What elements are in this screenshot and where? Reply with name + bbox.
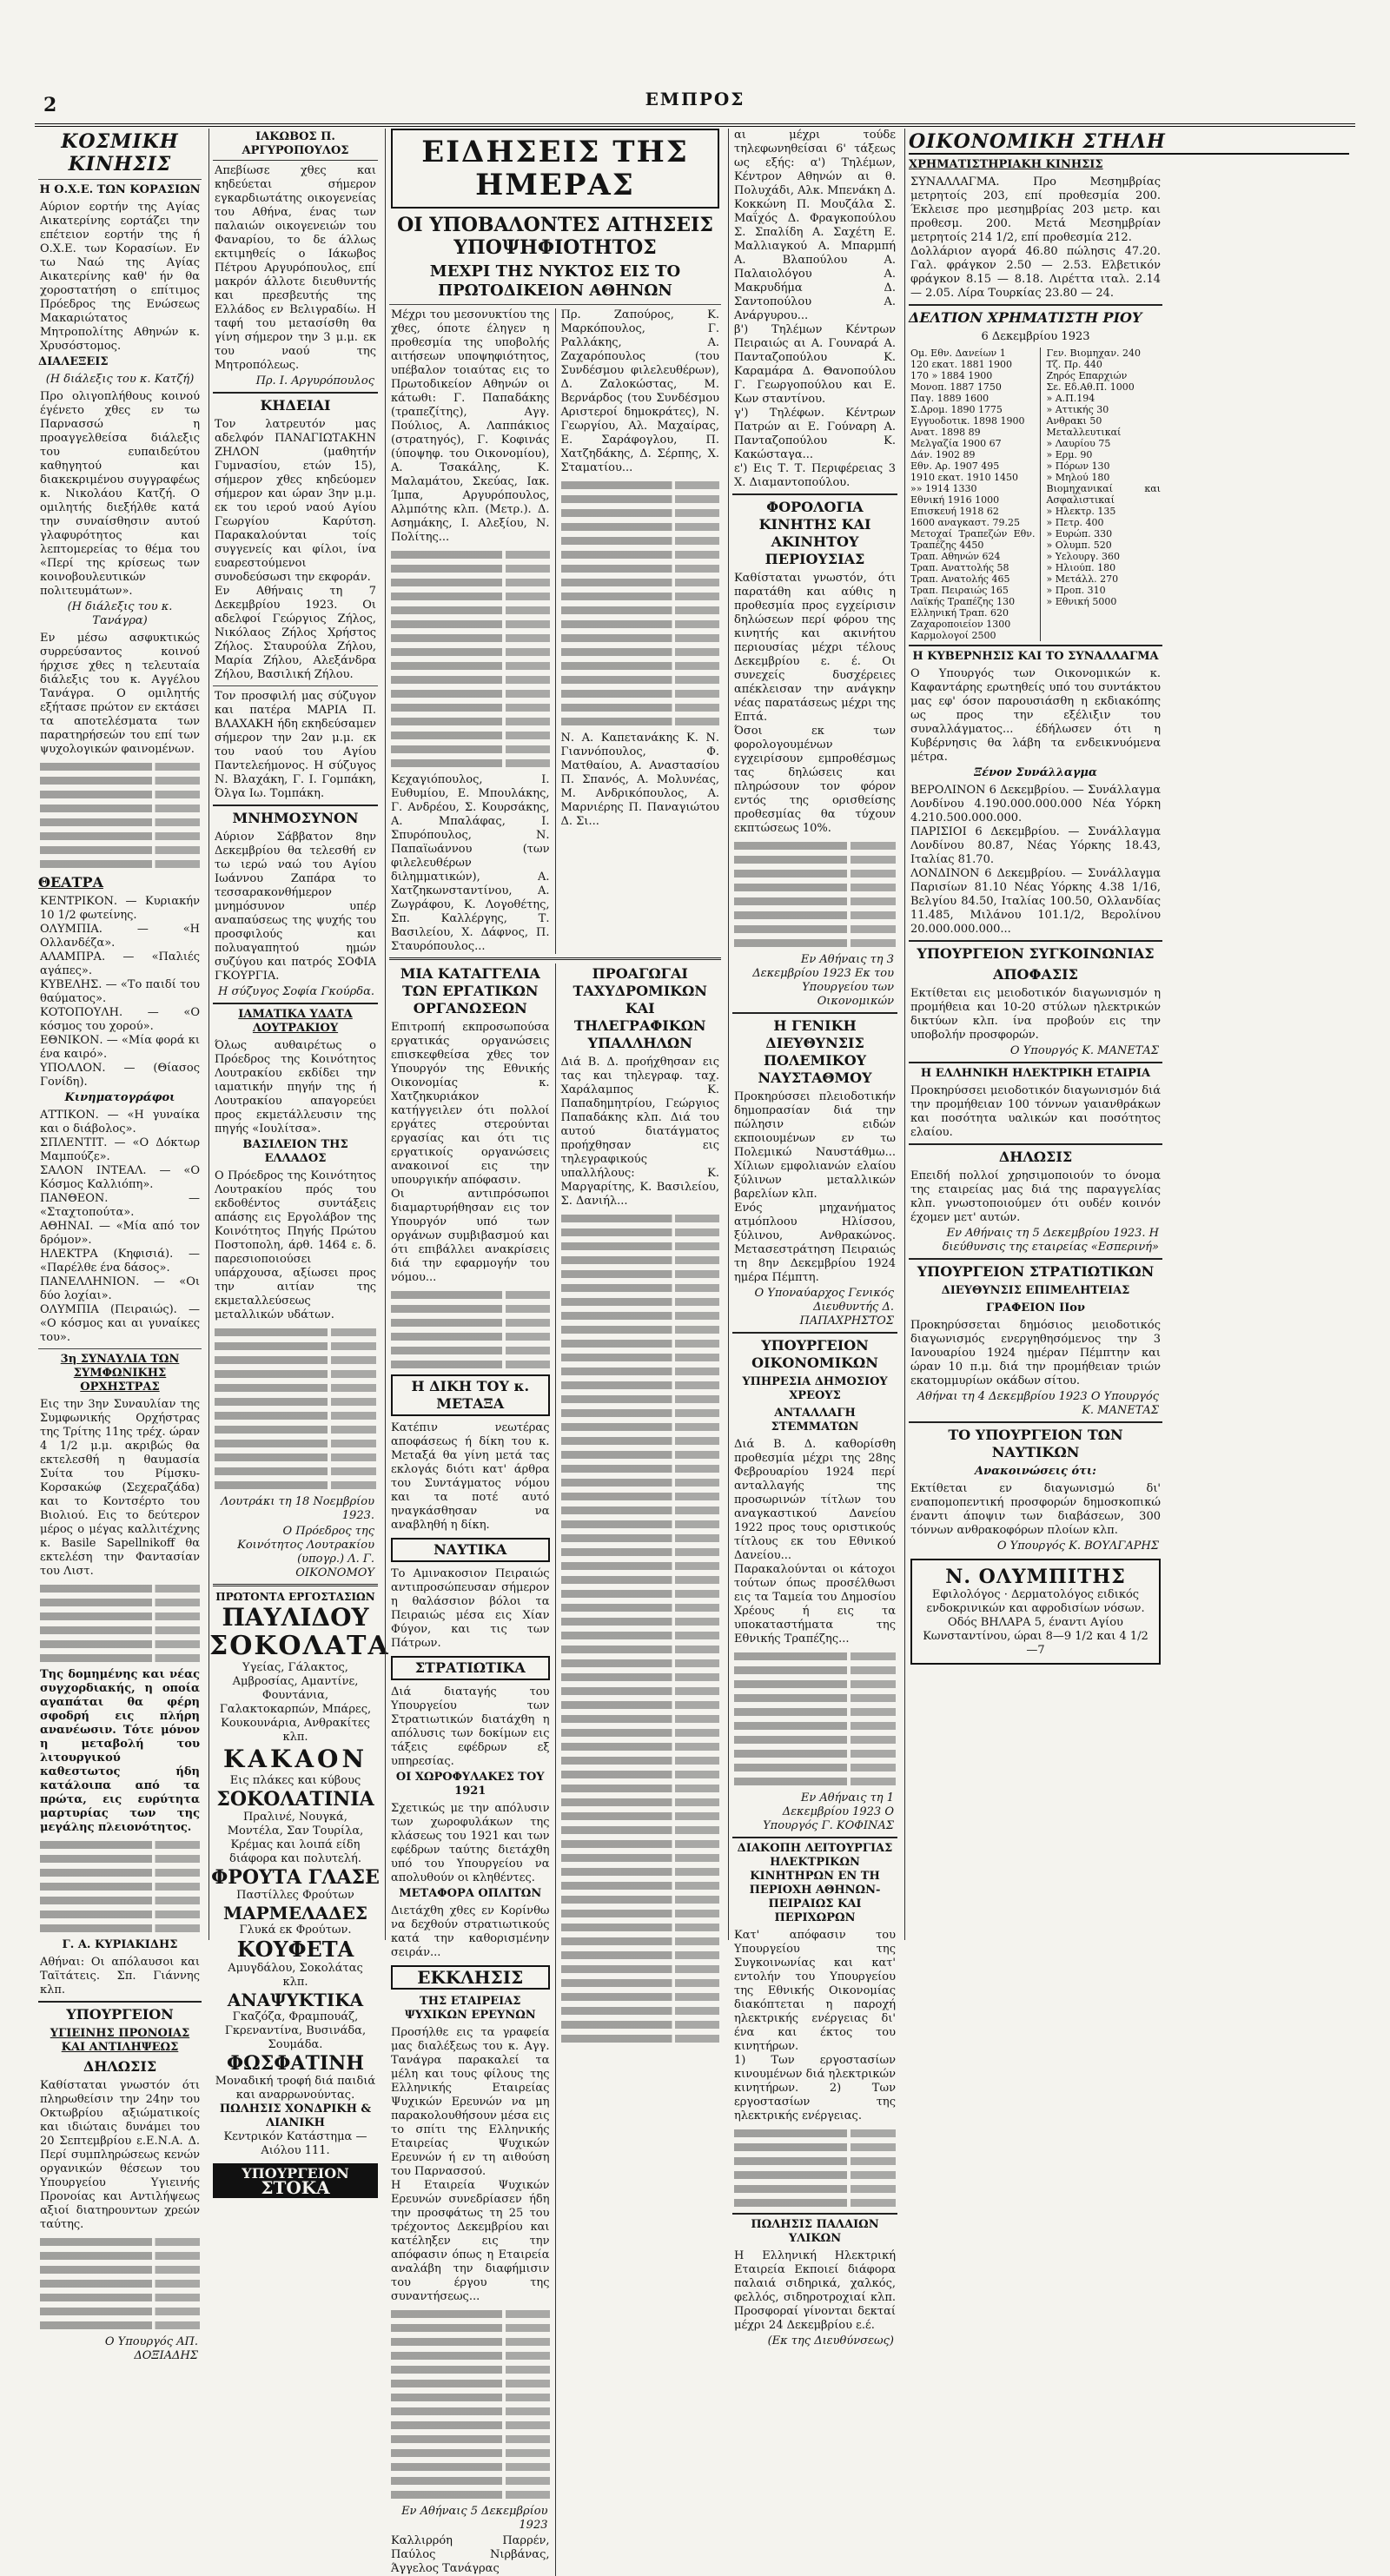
article-filler bbox=[734, 842, 896, 947]
declaration-heading: ΔΗΛΩΣΙΣ bbox=[83, 2058, 157, 2075]
theatre-item: ΟΛΥΜΠΙΑ. — «Η Ολλανδέζα». bbox=[40, 923, 200, 950]
column-2 bbox=[208, 129, 390, 2198]
signature: Εν Αθήναις τη 3 Δεκεμβρίου 1923 Εκ του Υπουργείου των Οικονομικών bbox=[752, 953, 894, 1008]
church-subheadline: ΤΗΣ ΕΤΑΙΡΕΙΑΣ ΨΥΧΙΚΩΝ ΕΡΕΥΝΩΝ bbox=[404, 1995, 536, 2022]
finance-headline: ΥΠΟΥΡΓΕΙΟΝ ΟΙΚΟΝΟΜΙΚΩΝ bbox=[751, 1337, 878, 1371]
article-text: ΠΑΡΙΣΙΟΙ 6 Δεκεμβρίου. — Συνάλλαγμα Λονδίνου 80.87, Νέας Υόρκης 18.43, Ιταλίας 81.70. bbox=[910, 825, 1161, 866]
rio-row: Ομ. Εθν. Δανείων 1 bbox=[910, 348, 1006, 359]
rio-row: Μεταλλευτικαί bbox=[1046, 427, 1122, 438]
article-filler bbox=[391, 2310, 550, 2499]
power-headline: ΔΙΑΚΟΠΗ ΛΕΙΤΟΥΡΓΙΑΣ ΗΛΕΚΤΡΙΚΩΝ ΚΙΝΗΤΗΡΩΝ ΕΝ ΤΗ ΠΕΡΙΟΧΗ ΑΘΗΝΩΝ-ΠΕΙΡΑΙΩΣ ΚΑΙ ΠΕΡΙΧΩΡΩΝ bbox=[737, 1842, 893, 1924]
article-text: Η Εταιρεία Ψυχικών Ερευνών συνεδρίασεν ήδη την προσφάτως τη 25 του τρέχοντος Δεκεμβρίου και κατέληξεν εις την απόφασιν όπως η Εταιρεία αναλάβη την διαφήμισιν του έργου της συναντήσεως... bbox=[391, 2179, 550, 2303]
article-text: Εν Αθήναις τη 7 Δεκεμβρίου 1923. Οι αδελφοί Γεώργιος Ζήλος, Νικόλαος Ζήλος Χρήστος Ζήλος. Σταυρούλα Ζήλου, Μαρία Ζήλου, Αλεξάνδρα Ζήλου, Βασιλική Ζήλου. bbox=[215, 585, 376, 681]
rio-heading: ΔΕΛΤΙΟΝ ΧΡΗΜΑΤΙΣΤΗ ΡΙΟΥ bbox=[909, 309, 1142, 326]
rio-row: » Α.Π.194 bbox=[1046, 393, 1095, 404]
rio-row: » Υελουργ. 360 bbox=[1046, 551, 1120, 562]
signature: Εν Αθήναις τη 5 Δεκεμβρίου 1923. Η διεύθυνσις της εταιρείας «Εσπερινή» bbox=[942, 1227, 1159, 1254]
signature: Αθήναι τη 4 Δεκεμβρίου 1923 Ο Υπουργός Κ. ΜΑΝΕΤΑΣ bbox=[917, 1390, 1159, 1417]
decree-heading: ΒΑΣΙΛΕΙΟΝ ΤΗΣ ΕΛΛΑΔΟΣ bbox=[242, 1138, 348, 1165]
ad-bottom-block bbox=[213, 2163, 378, 2198]
article-text: Η Ελληνική Ηλεκτρική Εταιρεία Εκποιεί διάφορα παλαιά σιδηρικά, χαλκός, φελλός, σιδηροτροχιαί κλπ. Προσφοραί γίνονται δεκταί μέχρι 24 Δεκεμβρίου ε.έ. bbox=[734, 2249, 896, 2332]
lead-subheadline: ΜΕΧΡΙ ΤΗΣ ΝΥΚΤΟΣ ΕΙΣ ΤΟ ΠΡΩΤΟΔΙΚΕΙΟΝ ΑΘΗΝΩΝ bbox=[429, 262, 681, 300]
rio-row: 1910 εκατ. 1910 1450 bbox=[910, 472, 1019, 483]
trial-headline: Η ΔΙΚΗ ΤΟΥ κ. ΜΕΤΑΞΑ bbox=[411, 1378, 530, 1412]
article-text: Όλως αυθαιρέτως ο Πρόεδρος της Κοινότητος Λουτρακίου εκδίδει την ιαματικήν πηγήν της ή Λουτρακίου απαγορεύει προς εκμετάλλευσιν της πηγής «Ιουλίτσα». bbox=[215, 1039, 376, 1136]
signature: Εν Αθήναις 5 Δεκεμβρίου 1923 bbox=[401, 2505, 548, 2532]
post-headline: ΠΡΟΑΓΩΓΑΙ ΤΑΧΥΔΡΟΜΙΚΩΝ ΚΑΙ ΤΗΛΕΓΡΑΦΙΚΩΝ ΥΠΑΛΛΗΛΩΝ bbox=[573, 965, 707, 1051]
army-subheadline: ΜΕΤΑΦΟΡΑ ΟΠΛΙΤΩΝ bbox=[399, 1887, 542, 1900]
rio-row: Παγ. 1889 1600 bbox=[910, 393, 990, 404]
article-text: Προσήλθε εις τα γραφεία μας διαλέξεως του κ. Αγγ. Τανάγρα παρακαλεί τα μέλη και τους φίλους της Ελληνικής Εταιρείας Ψυχικών Ερευνών να μη παρακολουθήσουν μέσα εις το σπίτι της Ελληνικής Εταιρείας Ψυχικών Ερευνών ή εν τη αιθούση του Παρνασσού. bbox=[391, 2026, 550, 2178]
ad-brand: ΠΑΥΛΙΔΟΥ bbox=[222, 1603, 369, 1632]
signature: Καλλιρρόη Παρρέν, Παύλος Νιρβάνας, Άγγελος Τανάγρας bbox=[391, 2534, 550, 2575]
article-text: Εκτίθεται εις μειοδοτικόν διαγωνισμόν η προμήθεια και 10-20 στύλων ηλεκτρικών δικτύων κλπ. ίνα προβούν εις την υποβολήν προσφορών. bbox=[910, 987, 1161, 1042]
rio-row: 1600 αναγκαστ. 79.25 bbox=[910, 517, 1020, 528]
rio-row: » Ερμ. 90 bbox=[1046, 449, 1093, 460]
article-text: Αθήναι: Οι απόλαυσοι και Ταϊτάτεις. Σπ. Γιάννης κλπ. bbox=[40, 1956, 200, 1997]
rio-row: Εθνική 1916 1000 bbox=[910, 494, 1000, 506]
foreign-exchange-heading: Ξένον Συνάλλαγμα bbox=[974, 766, 1097, 779]
article-filler bbox=[40, 1585, 200, 1662]
rio-row: 170 » 1884 1900 bbox=[910, 370, 993, 381]
ad-text: Εις πλάκες και κύβους bbox=[229, 1774, 361, 1787]
article-text: Τον λατρευτόν μας αδελφόν ΠΑΝΑΓΙΩΤΑΚΗΝ ΖΗΛΟΝ (μαθητήν Γυμνασίου, ετών 15), σήμερον χθες κηδεύομεν σήμερον και ώραν 3ην μ.μ. εκ του ιερού ναού Αγίου Γεωργίου Καρύτση. Παρακαλούνται τοίς συγγενείς και φίλοι, ίνα ευαρεστούμενοι συνοδεύσωσι την εκφοράν. bbox=[215, 418, 376, 584]
economic-column-title: ΟΙΚΟΝΟΜΙΚΗ ΣΤΗΛΗ bbox=[909, 130, 1349, 155]
cinema-item: ΟΛΥΜΠΙΑ (Πειραιώς). — «Ο κόσμος και αι γυναίκες του». bbox=[40, 1303, 200, 1344]
ad-marmalades: ΜΑΡΜΕΛΑΔΕΣ bbox=[222, 1903, 367, 1924]
article-filler bbox=[561, 1215, 720, 2043]
ad-tagline: ΠΡΩΤΟΝΤΑ ΕΡΓΟΣΤΑΣΙΩΝ bbox=[215, 1591, 375, 1603]
rio-row: Καρμολογοί 2500 bbox=[910, 630, 996, 641]
rio-row: » Ευρώπ. 330 bbox=[1046, 528, 1113, 540]
navy-headline: Η ΓΕΝΙΚΗ ΔΙΕΥΘΥΝΣΙΣ ΠΟΛΕΜΙΚΟΥ ΝΑΥΣΤΑΘΜΟΥ bbox=[758, 1017, 872, 1086]
signature: Ο Υπουργός Κ. ΒΟΥΛΓΑΡΗΣ bbox=[996, 1540, 1159, 1553]
rio-row: » Ηλεκτρ. 135 bbox=[1046, 506, 1116, 517]
church-headline: ΕΚΚΛΗΣΙΣ bbox=[417, 1967, 524, 1988]
headline: (Η διάλεξις του κ. Κατζή) bbox=[45, 373, 195, 386]
article-text: Δολλάριον αγορά 46.80 πώλησις 47.20. Γαλ. φράγκον 2.50 — 2.53. Ελβετικόν φράγκον 8.15 — 8.18. Λιρέττα ιταλ. 2.14 — 2.05. Λίρα Τουρκίας 23.80 — 24. bbox=[910, 245, 1161, 300]
finance-subheadline: ΑΝΤΑΛΛΑΓΗ ΣΤΕΜΜΑΤΩΝ bbox=[771, 1407, 859, 1434]
rio-row: Μετοχαί Τραπεζών Εθν. Τραπέζης 4450 bbox=[910, 528, 1036, 551]
naval-headline: ΝΑΥΤΙΚΑ bbox=[434, 1541, 507, 1558]
article-text: β') Τηλέμων Κέντρων Πειραιώς αι Α. Γουναρά Α. Πανταζοπούλου Κ. Καραμάρα Δ. Θανοπούλου Γ. Γεωργοπούλου και Ε. Κων σταντίνου. bbox=[734, 323, 896, 406]
lead-columns bbox=[386, 308, 725, 954]
article-filler bbox=[215, 1328, 376, 1489]
article-text: Διά Β. Δ. προήχθησαν εις τας και τηλεγραφ. ταχ. Χαράλαμπος Κ. Παπαδημητρίου, Γεώργιος Παπαδάκης κλπ. Διά του αυτού διατάγματος προήχθησαν εις τηλεγραφικούς υπαλλήλους: Κ. Μαργαρίτης, Κ. Βασιλείου, Σ. Δανιήλ... bbox=[560, 1056, 719, 1208]
theatres-heading: ΘΕΑΤΡΑ bbox=[38, 874, 103, 891]
declaration-heading: ΔΗΛΩΣΙΣ bbox=[998, 1149, 1073, 1165]
article-text: Της δομημένης και νέας συγχορδιακής, η οποία αγαπάται θα φέρη σφοδρή εις πλήρη ανανέωσιν. Τότε μόνον η μεταβολή του λιτουργικού καθεστωτος ήδη κατάλοιπα από τα πρώτα, εις ευρύτητα μαρτυρίας των της μεγάλης πλειονότητος. bbox=[40, 1668, 200, 1834]
article-filler bbox=[734, 2129, 896, 2207]
church-box bbox=[391, 1965, 550, 1990]
cinema-item: ΣΠΛΕΝΤΙΤ. — «Ο Δόκτωρ Μαμπούζε». bbox=[40, 1136, 200, 1163]
rio-right-column bbox=[1041, 348, 1166, 641]
signature: Ο Πρόεδρος της Κοινότητος Λουτρακίου (υπογρ.) Λ. Γ. ΟΙΚΟΝΟΜΟΥ bbox=[237, 1525, 374, 1579]
trial-box bbox=[391, 1374, 550, 1416]
army-headline: ΣΤΡΑΤΙΩΤΙΚΑ bbox=[414, 1659, 526, 1676]
article-text: Εις την 3ην Συναυλίαν της Συμφωνικής Ορχήστρας της Τρίτης 11ης τρέχ. ώραν 4 1/2 μ.μ. ακριβώς θα εκτελεσθή η θαυμασία Συίτα του Ρίμσκυ-Κορσακώφ (Σεχεραζάδα) και το Κοντσέρτο του Βιολιού. Εις το δεύτερον μέρος ο μέγας καλλιτέχνης κ. Basile Sapellnikoff θα εκτελέση την Φαντασίαν του Λιστ. bbox=[40, 1398, 200, 1578]
article-text: Επιτροπή εκπροσωπούσα εργατικάς οργανώσεις επισκεφθείσα χθες τον Υπουργόν της Εθνικής Οικονομίας κ. Χατζηκυριάκον κατήγγειλεν ότι πολλοί εργάτες στερούνται εργασίας και ότι τις εργατικοίς οργανώσεις ανακοινοί εις την υπουργικήν απόφασιν. bbox=[391, 1021, 550, 1187]
article-text: ΣΥΝΑΛΛΑΓΜΑ. Προ Μεσημβρίας μετρητοίς 203, επί προθεσμία 200. Έκλεισε προ μεσημβρίας 203 μετρ. και προθεσμ. 200. Μετά Μεσημβρίαν μετρητοίς 214 1/2, επί προθεσμία 212. bbox=[910, 175, 1161, 244]
headline: (Η διάλεξις του κ. Τανάγρα) bbox=[67, 600, 173, 627]
article-text: Αύριον Σάββατον 8ην Δεκεμβρίου θα τελεσθή εν τω ιερώ ναώ του Αγίου Ιωάννου Ζαπάρα το τεσσαρακονθήμερον μνημόσυνον υπέρ αναπαύσεως της ψυχής του προσφιλούς και πολυαγαπητού ημών συζύγου και πατρός ΣΟΦΙΑ ΓΚΟΥΡΓΙΑ. bbox=[215, 831, 376, 983]
rio-row: Ζαχαροποιείον 1300 bbox=[910, 619, 1011, 630]
rio-table bbox=[905, 348, 1166, 641]
article-text: Ο Πρόεδρος της Κοινότητος Λουτρακίου πρός του εκδοθέντος συντάξεις απάσης εις Εργολάβον της Κοινότητος Πηγής Πρώτου Ποστοπολη, άρθ. 1464 ε. δ. παρεσιοποιούσει υπάρχουσα, αξίωσει προς την αιτίαν της εκμεταλλεύσεως μεταλλικών υδάτων. bbox=[215, 1169, 376, 1321]
signature: Πρ. Ι. Αργυρόπουλος bbox=[255, 374, 374, 387]
theatre-item: ΑΛΑΜΠΡΑ. — «Παλιές αγάπες». bbox=[40, 950, 200, 977]
lower-left bbox=[386, 964, 555, 2576]
concert-heading: 3η ΣΥΝΑΥΛΙΑ ΤΩΝ ΣΥΜΦΩΝΙΚΗΣ ΟΡΧΗΣΤΡΑΣ bbox=[60, 1353, 180, 1394]
rio-row: Ανατ. 1898 89 bbox=[910, 427, 981, 438]
article-text: Απεβίωσε χθες και κηδεύεται σήμερον εγκαρδιωτάτης οικογενείας του Αθήνα, ένας των παλαιών οικογενειών του Φαναρίου, το δε άλλως εκτιμηθείς ο Ιάκωβος Πέτρου Αργυρόπουλος, επί μακρόν άλλοτε διευθυντής και πρεσβευτής της Ελλάδος εν Βελιγραδίω. Η ταφή του μετασίσθη θα γίνη σήμερον την 3 μ.μ. εκ του ναού της Μητροπόλεως. bbox=[215, 164, 376, 372]
article-text: Όσοι εκ των φορολογουμένων εγχειρίσουν εμπροθέσμως τας δηλώσεις και πληρώσουν τον φόρον εντός της ορισθείσης προθεσμίας θα τύχουν εκπτώσεως 10%. bbox=[734, 725, 896, 835]
rio-row: Λαϊκής Τραπέζης 130 bbox=[910, 596, 1016, 607]
ad-text: Αμυγδάλου, Σοκολάτας κλπ. bbox=[228, 1962, 363, 1989]
article-filler bbox=[40, 763, 200, 868]
rio-row: Σ.Δρομ. 1890 1775 bbox=[910, 404, 1003, 415]
article-text: αι μέχρι τούδε τηλεφωνηθείσαι 6' τάξεως ως εξής: α') Τηλέμων, Κέντρον Αθηνών αι θ. Πολυχάδι, Αλκ. Μπενάκη Δ. Κοκκώνη Π. Μουζάλα Σ. Μαΐχός Δ. Φραγκοπούλου Σ. Σπαλίδη Α. Σαχέτη Ε. Μαλλιαγκού Α. Μπαρμπή Α. Βλαπούλου Α. Παλαιολόγου Α. Μακρυδήμα Δ. Σαντοπούλου Α. Ανάργυρου... bbox=[734, 129, 897, 322]
article-text: Ν. Α. Καπετανάκης Κ. Ν. Γιαννόπουλος, Φ. Ματθαίου, Α. Αναστασίου Π. Σπανός, Α. Μολυνέας, Μ. Ανδρικόπουλος, Α. Μαρνιέρης Π. Παναγιώτου Δ. Σι... bbox=[560, 732, 719, 828]
article-text: Κατ' απόφασιν του Υπουργείου της Συγκοινωνίας και κατ' εντολήν του Υπουργείου της Εθνικής Οικονομίας διακόπτεται η παροχή ηλεκτρικής ενέργειας δι' ένα και έκτος του κινητήρων. bbox=[734, 1929, 896, 2053]
lower-columns bbox=[386, 964, 725, 2576]
ad-sokolatina: ΣΟΚΟΛΑΤΙΝΙΑ bbox=[216, 1788, 374, 1811]
signature: Η σύζυγος Σοφία Γκούρδα. bbox=[218, 985, 374, 998]
rio-row: » Πετρ. 400 bbox=[1046, 517, 1104, 528]
rio-row: Τραπ. Αναττολής 58 bbox=[910, 562, 1009, 573]
ad-text: Γκαζόζα, Φραμπουάζ, Γκρεναντίνα, Βυσινάδα, Σουμάδα. bbox=[224, 2010, 367, 2051]
news-of-the-day-banner bbox=[391, 129, 719, 209]
army-box bbox=[391, 1656, 550, 1680]
article-text: Πρ. Ζαπούρος, Κ. Μαρκόπουλος, Γ. Ραλλάκης, Α. Ζαχαρόπουλος (του Συνδέσμου φιλελευθέρων), Δ. Ζαλοκώστας, Μ. Βερνάρδος (του Συνδέσμου Αριστεροί δημοκράτες), Ν. Γεωργίου, Αλ. Μαχαίρας, Ε. Σαράφογλου, Π. Χατζηδάκης, Δ. Σέρπης, Χ. Σταματίου... bbox=[560, 308, 719, 474]
lead-left bbox=[386, 308, 555, 954]
rio-row: » Μηλού 180 bbox=[1046, 472, 1110, 483]
cinemas-heading: Κινηματογράφοι bbox=[64, 1091, 175, 1104]
rio-row: Τραπ. Πειραιώς 165 bbox=[910, 585, 1009, 596]
signature: Ο Υπουργός Κ. ΜΑΝΕΤΑΣ bbox=[1009, 1044, 1159, 1057]
exchange-policy-headline: Η ΚΥΒΕΡΝΗΣΙΣ ΚΑΙ ΤΟ ΣΥΝΑΛΛΑΓΜΑ bbox=[912, 650, 1159, 663]
article-text: Προκηρύσσει πλειοδοτικήν δημοπρασίαν διά την πώλησιν ειδών εκποιουμένων εν τω Πολεμικώ Ναυστάθμω... Χίλιων εμφολιανών ελαίου ξύλινων μεταλλικών βαρελίων κλπ. bbox=[734, 1090, 896, 1201]
ad-text: Παστίλλες Φρούτων bbox=[236, 1889, 354, 1902]
ad-kakao: ΚΑΚΑΟΝ bbox=[222, 1745, 368, 1773]
tax-headline: ΦΟΡΟΛΟΓΙΑ ΚΙΝΗΤΗΣ ΚΑΙ ΑΚΙΝΗΤΟΥ ΠΕΡΙΟΥΣΙΑΣ bbox=[758, 499, 871, 567]
article-text: γ') Τηλέφων. Κέντρων Πατρών αι Ε. Γούναρη Α. Πανταζοπούλου Κ. Κακώσταγα... bbox=[734, 407, 896, 461]
signature: Ο Υποναύαρχος Γενικός Διευθυντής Δ. ΠΑΠΑΧΡΗΣΤΟΣ bbox=[754, 1287, 894, 1328]
sale-headline: ΠΩΛΗΣΙΣ ΠΑΛΑΙΩΝ ΥΛΙΚΩΝ bbox=[751, 2218, 879, 2245]
decision-heading: ΑΠΟΦΑΣΙΣ bbox=[993, 966, 1078, 983]
column-4 bbox=[728, 129, 901, 2348]
doctor-name: Ν. ΟΛΥΜΠΙΤΗΣ bbox=[945, 1566, 1126, 1588]
obituary-heading: ΙΑΚΩΒΟΣ Π. ΑΡΓΥΡΟΠΟΥΛΟΣ bbox=[213, 130, 378, 161]
rio-row: Βιομηχανικαί και Ασφαλιστικαί bbox=[1046, 483, 1161, 506]
cinema-item: ΠΑΝΘΕΟΝ. — «Σταχτοπούτα». bbox=[40, 1192, 200, 1219]
theatre-item: ΚΥΒΕΛΗΣ. — «Το παιδί του θαύματος». bbox=[40, 978, 200, 1005]
economic-text-block bbox=[905, 175, 1166, 1665]
ad-bottom-line: ΥΠΟΥΡΓΕΙΟΝ bbox=[242, 2165, 349, 2182]
masthead bbox=[35, 89, 1355, 127]
article-filler bbox=[40, 1841, 200, 1932]
signature: (Εκ της Διευθύνσεως) bbox=[767, 2334, 894, 2348]
rio-row: Σε. Εδ.Αθ.Π. 1000 bbox=[1046, 381, 1135, 393]
column-1 bbox=[35, 129, 205, 2362]
rio-row: Μονοπ. 1887 1750 bbox=[910, 381, 1002, 393]
rio-row: » Ηλιούπ. 180 bbox=[1046, 562, 1116, 573]
rio-row: Εγγυοδοτικ. 1898 1900 bbox=[910, 415, 1025, 427]
article-text: Προκηρύσσει μειοδοτικόν διαγωνισμόν διά την προμήθειαν 100 τόννων γαιανθράκων και ποσότητα υαλικών και ποσότητος ελαίου. bbox=[910, 1084, 1161, 1139]
article-filler bbox=[391, 551, 550, 767]
rio-row: » Ολυμπ. 520 bbox=[1046, 540, 1112, 551]
comm-ministry-heading: ΥΠΟΥΡΓΕΙΟΝ ΣΥΓΚΟΙΝΩΝΙΑΣ bbox=[917, 945, 1155, 962]
ad-koufeta: ΚΟΥΦΕΤΑ bbox=[236, 1937, 354, 1962]
article-text: Παρακαλούνται οι κάτοχοι τούτων όπως προσέλθωσι εις τα Ταμεία του Δημοσίου Χρέους ή εις τα υποκαταστήματα της Εθνικής Τραπέζης... bbox=[734, 1563, 896, 1646]
section-title-news: ΕΙΔΗΣΕΙΣ ΤΗΣ ΗΜΕΡΑΣ bbox=[421, 135, 689, 202]
rio-row: Τραπ. Ανατολής 465 bbox=[910, 573, 1010, 585]
theatre-item: ΚΕΝΤΡΙΚΟΝ. — Κυριακήν 10 1/2 φωτείνης. bbox=[40, 895, 200, 922]
rio-row: » Μετάλλ. 270 bbox=[1046, 573, 1119, 585]
rio-row: Μελγαζία 1900 67 bbox=[910, 438, 1002, 449]
waters-heading: ΙΑΜΑΤΙΚΑ ΥΔΑΤΑ ΛΟΥΤΡΑΚΙΟΥ bbox=[238, 1008, 353, 1035]
ad-text: Μοναδική τροφή διά παιδιά και αναρρωνούντας. bbox=[215, 2075, 376, 2102]
rio-date: 6 Δεκεμβρίου 1923 bbox=[981, 330, 1090, 343]
ministry-heading: ΥΠΟΥΡΓΕΙΟΝ bbox=[66, 2006, 174, 2023]
article-text: Διετάχθη χθες εν Κορίνθω να δεχθούν στρατιωτικούς κατά την καθορισμένην σειράν... bbox=[391, 1904, 550, 1959]
section-title-social: ΚΟΣΜΙΚΗ ΚΙΝΗΣΙΣ bbox=[61, 130, 179, 175]
rio-row: Ανθρακι 50 bbox=[1046, 415, 1102, 427]
cinema-item: ΣΑΛΟΝ ΙΝΤΕΑΛ. — «Ο Κόσμος Καλλιόπη». bbox=[40, 1164, 200, 1191]
article-text: Εκτίθεται εν διαγωνισμώ δι' εναπομοπεντική προσφορών δημοσκοπικώ έναντι άποψιν των διαβάσεων, 300 τόννων ανθρακοφόρων πλοίων κλπ. bbox=[910, 1482, 1161, 1537]
ad-anapsyktika: ΑΝΑΨΥΚΤΙΚΑ bbox=[227, 1990, 364, 2010]
article-text: Επειδή πολλοί χρησιμοποιούν το όνομα της εταιρείας μας διά της παραγγελίας κλπ. γνωστοποιούμεν ότι ουδέν κοινόν έχομεν μετ' αυτών. bbox=[910, 1169, 1161, 1224]
complaint-headline: ΜΙΑ ΚΑΤΑΓΓΕΛΙΑ ΤΩΝ ΕΡΓΑΤΙΚΩΝ ΟΡΓΑΝΩΣΕΩΝ bbox=[400, 965, 540, 1016]
section-subtitle: ΔΙΑΛΕΞΕΙΣ bbox=[38, 355, 109, 368]
rio-row: Δάν. 1902 89 bbox=[910, 449, 976, 460]
electric-company-heading: Η ΕΛΛΗΝΙΚΗ ΗΛΕΚΤΡΙΚΗ ΕΤΑΙΡΙΑ bbox=[920, 1067, 1151, 1080]
cinema-item: ΑΤΤΙΚΟΝ. — «Η γυναίκα και ο διάβολος». bbox=[40, 1109, 200, 1136]
page-number: 2 bbox=[43, 94, 57, 116]
rio-row: » Πόρων 130 bbox=[1046, 460, 1110, 472]
headline: Η Ο.Χ.Ε. ΤΩΝ ΚΟΡΑΣΙΩΝ bbox=[39, 183, 201, 196]
theatre-item: ΚΟΤΟΠΟΥΛΗ. — «Ο κόσμος του χορού». bbox=[40, 1006, 200, 1033]
article-text: Διά διαταγής του Υπουργείου των Στρατιωτικών διατάχθη η απόλυσις των δοκίμων εις τάξεις εφέδρων εξ υπηρεσίας. bbox=[391, 1685, 550, 1768]
army-ministry-heading: ΥΠΟΥΡΓΕΙΟΝ ΣΤΡΑΤΙΩΤΙΚΩΝ bbox=[917, 1263, 1155, 1280]
rio-row: Επισκευή 1918 62 bbox=[910, 506, 999, 517]
ad-text: Υγείας, Γάλακτος, Αμβροσίας, Αμαντίνε, Φουντάνια, Γαλακτοκαρπών, Μπάρες, Κουκουνάρια, Ανθρακίτες κλπ. bbox=[219, 1661, 372, 1744]
article-text: Κατέπιν νεωτέρας αποφάσεως ή δίκη του κ. Μεταξά θα γίνη μετά τας εκλογάς διότι κατ' άρθρα του Συντάγματος νόμου και τα ποτέ αυτό ηναγκάσθησαν να αναβληθή η δίκη. bbox=[391, 1421, 550, 1532]
article-text: Μέχρι του μεσονυκτίου της χθες, όποτε έληγεν η προθεσμία της υποβολής αιτήσεων υποψηφιότητος, υπέβαλον τοιαύτας εις το Πρωτοδικείον Αθηνών οι κάτωθι: Γ. Παπαδάκης (τραπεζίτης), Αγγ. Πούλιος, Α. Λαππάκιος (στρατηγός), Γ. Κοφινάς (ύποψηφ. του Οικονομίου), Α. Τσακάλης, Κ. Μαλαμάτου, Σκεύας, Ιακ. Ίμπα, Αργυρόπουλος, Αλμπότης κλπ. (Μετρ.). Δ. Ασημάκης, Ι. Αλεξίου, Ν. Πολίτης... bbox=[391, 308, 550, 544]
rio-row: » Αττικής 30 bbox=[1046, 404, 1109, 415]
article-text: Προ ολιγοπλήθους κοινού έγένετο χθες εν τω Παρνασσώ η προαγγελθείσα διάλεξις του ευπαιδεύτου καθηγητού και διακεκριμένου συγγραφέως κ. Νικολάου Κατζή. Ο ομιλητής διεξήλθε κατά την συναίσθησιν αυτού γλαφυρότητος και λεπτομερείας το θέμα του «Περί της κρίσεως των κοινοβουλευτικών πολιτευμάτων». bbox=[40, 390, 200, 598]
article-filler bbox=[391, 1291, 550, 1368]
rio-row: Τζ. Πρ. 440 bbox=[1046, 359, 1102, 370]
rio-row: »» 1914 1330 bbox=[910, 483, 977, 494]
rio-row: 120 εκατ. 1881 1900 bbox=[910, 359, 1013, 370]
ad-text: Γλυκά εκ Φρούτων. bbox=[239, 1924, 352, 1937]
funerals-heading: ΚΗΔΕΙΑΙ bbox=[260, 397, 331, 414]
signature: Ο Υπουργός ΑΠ. ΔΟΞΙΑΔΗΣ bbox=[104, 2335, 198, 2362]
exchange-subheading: ΧΡΗΜΑΤΙΣΤΗΡΙΑΚΗ ΚΙΝΗΣΙΣ bbox=[909, 158, 1103, 171]
ad-sales: ΠΩΛΗΣΙΣ ΧΟΝΔΡΙΚΗ & ΛΙΑΝΙΚΗ bbox=[219, 2103, 372, 2129]
rio-row: Ελληνική Τραπ. 620 bbox=[910, 607, 1009, 619]
theatre-item: ΥΠΟΛΛΟΝ. — (Θίασος Γονίδη). bbox=[40, 1062, 200, 1089]
article-text: Ο Υπουργός των Οικονομικών κ. Καφαντάρης ερωτηθείς υπό του συντάκτου μας εφ' όσον παρουσιάσθη η εκδιακόπης ως προς την εξέλιξιν του συναλλάγματος... έδήλωσεν ότι η Κυβέρνησις θα λάβη τα ενδεικνυόμενα μέτρα. bbox=[910, 667, 1161, 764]
newspaper-name: ΕΜΠΡΟΣ bbox=[645, 89, 745, 109]
article-text: ΛΟΝΔΙΝΟΝ 6 Δεκεμβρίου. — Συνάλλαγμα Παρισίων 81.10 Νέας Υόρκης 4.38 1/16, Βελγίου 84.50, Ιταλίας 100.50, Ολλανδίας 11.485, Μιλάνου 101.1/2, Βερολίνου 20.000.000.000... bbox=[910, 867, 1161, 936]
article-text: Σχετικώς με την απόλυσιν των χωροφυλάκων της κλάσεως του 1921 και των εφέδρων ταύτης διετάχθη υπό του Υπουργείου να απολυθούν οι κληθέντες. bbox=[391, 1802, 550, 1884]
column-5 bbox=[904, 129, 1353, 1940]
article-text: ΒΕΡΟΛΙΝΟΝ 6 Δεκεμβρίου. — Συνάλλαγμα Λονδίνου 4.190.000.000.000 Νέα Υόρκη 4.210.500.000.000. bbox=[910, 784, 1161, 824]
article-filler bbox=[561, 481, 720, 725]
cinema-item: ΑΘΗΝΑΙ. — «Μία από τον δρόμον». bbox=[40, 1220, 200, 1247]
article-text: Το Αμινακοσιον Πειραιώς αντιπροσώπευσαν σήμερον η θαλάσσιον βόλοι τα Πειραιώς μέσα εις Χίαν Φύγον, και τις των Πάτρων. bbox=[391, 1567, 550, 1650]
rio-row: Τραπ. Αθηνών 624 bbox=[910, 551, 1001, 562]
article-text: Καθίσταται γνωστόν ότι πληρωθείσιν την 24ην του Οκτωβρίου αξιώματικοίς και ιδιώταις δυνάμει του 20 Σεπτεμβρίου ε.Ε.Ν.Α. Δ. Περί συμπληρώσεως κενών οργανικών θέσεων του Υπουργείου Υγιεινής Προνοίας και Αντιλήψεως αξιοί διατηρουντων χρεών ταύτης. bbox=[40, 2079, 200, 2231]
article-text: ε') Εις Τ. Τ. Περιφέρειας 3 Χ. Διαμαντοπούλου. bbox=[734, 462, 896, 489]
memorial-heading: ΜΝΗΜΟΣΥΝΟΝ bbox=[232, 810, 359, 826]
article-text: 1) Των εργοστασίων κινουμένων διά ηλεκτρικών κινητήρων. 2) Των εργοστασίων της ηλεκτρικής ενέργειας. bbox=[734, 2054, 896, 2122]
ad-product: ΣΟΚΟΛΑΤΑ bbox=[209, 1631, 390, 1661]
ad-address: Κεντρικόν Κατάστημα — Αιόλου 111. bbox=[223, 2130, 367, 2157]
doctor-ad bbox=[910, 1559, 1161, 1665]
signature: Γ. Α. ΚΥΡΙΑΚΙΔΗΣ bbox=[62, 1938, 178, 1951]
rio-row: » Εθνική 5000 bbox=[1046, 596, 1117, 607]
column-3 bbox=[385, 129, 725, 2575]
army-ministry-sub: ΓΡΑΦΕΙΟΝ ΙΙον bbox=[986, 1301, 1085, 1314]
article-text: Καθίσταται γνωστόν, ότι παρατάθη και αύθις η προθεσμία προς εγχείρισιν δηλώσεων περί φόρου της κινητής και ακινήτου περιουσίας μέχρι τέλους Δεκεμβρίου ε. έ. Οι συνεχείς δυσχέρειες απέκλεισαν την ανάγκην νέας παρατάσεως μέχρι της Επτά. bbox=[734, 572, 896, 724]
cinema-item: ΠΑΝΕΛΛΗΝΙΟΝ. — «Οι δύο λοχίαι». bbox=[40, 1275, 200, 1302]
article-text: Ενός μηχανήματος ατμόπλοου Ηλίσσου, ξύλινου, Ανθρακώνος. Μετασεστράτηση Πειραιώς τη 8ην Δεκεμβρίου 1924 ημέρα Πέμπτη. bbox=[734, 1202, 896, 1284]
article-filler bbox=[40, 2238, 200, 2329]
article-text: Κεχαγιόπουλος, Ι. Ευθυμίου, Ε. Μπουλάκης, Γ. Ανδρέου, Σ. Κουρσάκης, Α. Μπαλάφας, Ι. Σπυρόπουλος, Ν. Παπαϊωάννου (των φιλελευθέρων διλημματικών), Α. Χατζηκωνσταντίνου, Α. Ζωγράφου, Κ. Λογοθέτης, Σπ. Καλλέργης, Τ. Βασιλείου, Χ. Δάφνος, Π. Σταυρόπουλος... bbox=[391, 773, 550, 953]
lead-headline: ΟΙ ΥΠΟΒΑΛΟΝΤΕΣ ΑΙΤΗΣΕΙΣ ΥΠΟΨΗΦΙΟΤΗΤΟΣ bbox=[397, 214, 713, 259]
army-ministry-sub: ΔΙΕΥΘΥΝΣΙΣ ΕΠΙΜΕΛΗΤΕΙΑΣ bbox=[941, 1284, 1130, 1297]
ad-bottom-line: ΣΤΟΚΑ bbox=[261, 2177, 330, 2198]
doctor-text: Εφιλολόγος · Δερματολόγος ειδικός ενδοκρινικών και αφροδισίων νόσων. Οδός ΒΗΛΑΡΑ 5, έναντι Αγίου Κωνσταντίνου, ώραι 8—9 1/2 και 4 1/2—7 bbox=[923, 1588, 1148, 1657]
ad-fosfatini: ΦΩΣΦΑΤΙΝΗ bbox=[226, 2052, 365, 2075]
naval-ministry-sub: Ανακοινώσεις ότι: bbox=[975, 1465, 1096, 1478]
naval-ministry-heading: ΤΟ ΥΠΟΥΡΓΕΙΟΝ ΤΩΝ ΝΑΥΤΙΚΩΝ bbox=[948, 1427, 1123, 1460]
rio-row: » Λαυρίου 75 bbox=[1046, 438, 1111, 449]
rio-row: Εθν. Αρ. 1907 495 bbox=[910, 460, 1000, 472]
rio-left-column bbox=[905, 348, 1041, 641]
article-text: Προκηρύσσεται δημόσιος μειοδοτικός διαγωνισμός ενεργηθησόμενος την 3 Ιανουαρίου 1924 ημέραν Πέμπτην και ώραν 10 π.μ. διά την προμήθειαν τριών εκατομμυρίων οκάδων σίτου. bbox=[910, 1319, 1161, 1387]
lower-right bbox=[555, 964, 725, 2576]
article-text: Αύριον εορτήν της Αγίας Αικατερίνης εορτάζει την επέτειον εορτήν της ή Ο.Χ.Ε. των Κορασίων. Εν τω Ναώ της Αγίας Αικατερίνης καθ' ήν θα χοροστατήση ο επίτιμος Πρόεδρος της Ενώσεως Μακαριώτατος Μητροπολίτης Αθηνών κ. Χρυσόστομος. bbox=[40, 201, 200, 353]
army-subheadline: ΟΙ ΧΩΡΟΦΥΛΑΚΕΣ ΤΟΥ 1921 bbox=[395, 1771, 545, 1798]
finance-subheadline: ΥΠΗΡΕΣΙΑ ΔΗΜΟΣΙΟΥ ΧΡΕΟΥΣ bbox=[742, 1375, 888, 1402]
rio-row: Ζηρός Επαρχιών bbox=[1046, 370, 1128, 381]
article-text: Εν μέσω ασφυκτικώς συρρεύσαντος κοινού ήρχισε χθες η τελευταία διάλεξις του κ. Αγγέλου Τανάγρα. Ο ομιλητής εξήτασε πρώτον εν εκτάσει τα αποτελέσματα των παρατηρήσεών του επί των ψυχολογικών φαινομένων. bbox=[40, 632, 200, 756]
article-text: Διά Β. Δ. καθορίσθη προθεσμία μέχρι της 28ης Φεβρουαρίου 1924 περί ανταλλαγής της προσωρινών τίτλων του αναγκαστικού Δανείου 1922 προς τους οριστικούς τίτλους εκ του Εθνικού Δανείου... bbox=[734, 1438, 896, 1562]
lead-right bbox=[555, 308, 725, 954]
theatre-item: ΕΘΝΙΚΟΝ. — «Μία φορά κι ένα καιρό». bbox=[40, 1034, 200, 1061]
ad-text: Πραλινέ, Νουγκά, Μοντέλα, Σαν Τουρίλα, Κρέμας και λοιπά είδη διάφορα και πολυτελή. bbox=[227, 1811, 364, 1865]
naval-box bbox=[391, 1538, 550, 1562]
signature: Εν Αθήναις τη 1 Δεκεμβρίου 1923 Ο Υπουργός Γ. ΚΟΦΙΝΑΣ bbox=[763, 1791, 894, 1832]
cinema-item: ΗΛΕΚΤΡΑ (Κηφισιά). — «Παρέλθε ένα δάσος». bbox=[40, 1248, 200, 1275]
article-filler bbox=[734, 1652, 896, 1785]
ministry-subheading: ΥΓΙΕΙΝΗΣ ΠΡΟΝΟΙΑΣ ΚΑΙ ΑΝΤΙΛΗΨΕΩΣ bbox=[50, 2027, 190, 2054]
rio-row: Γεν. Βιομηχαν. 240 bbox=[1046, 348, 1142, 359]
article-text: Οι αντιπρόσωποι διαμαρτυρήθησαν εις τον Υπουργόν υπό των οργάνων συμβιβασμού και ότι επιβάλλει ανακρίσεις διά την εφαρμογήν του νόμου... bbox=[391, 1188, 550, 1284]
signature: Λουτράκι τη 18 Νοεμβρίου 1923. bbox=[221, 1495, 374, 1522]
article-text: Τον προσφιλή μας σύζυγον και πατέρα ΜΑΡΙΑ Π. ΒΛΑΧΑΚΗ ήδη εκηδεύσαμεν σήμερον την 2αν μ.μ. εκ του ναού του Αγίου Παντελεήμονος. Η σύζυγος Ν. Βλαχάκη, Γ. Ι. Γομπάκη, Όλγα Ιω. Τομπάκη. bbox=[215, 690, 376, 800]
ad-fruits: ΦΡΟΥΤΑ ΓΛΑΣΕ bbox=[211, 1866, 380, 1889]
rio-row: » Προπ. 310 bbox=[1046, 585, 1106, 596]
